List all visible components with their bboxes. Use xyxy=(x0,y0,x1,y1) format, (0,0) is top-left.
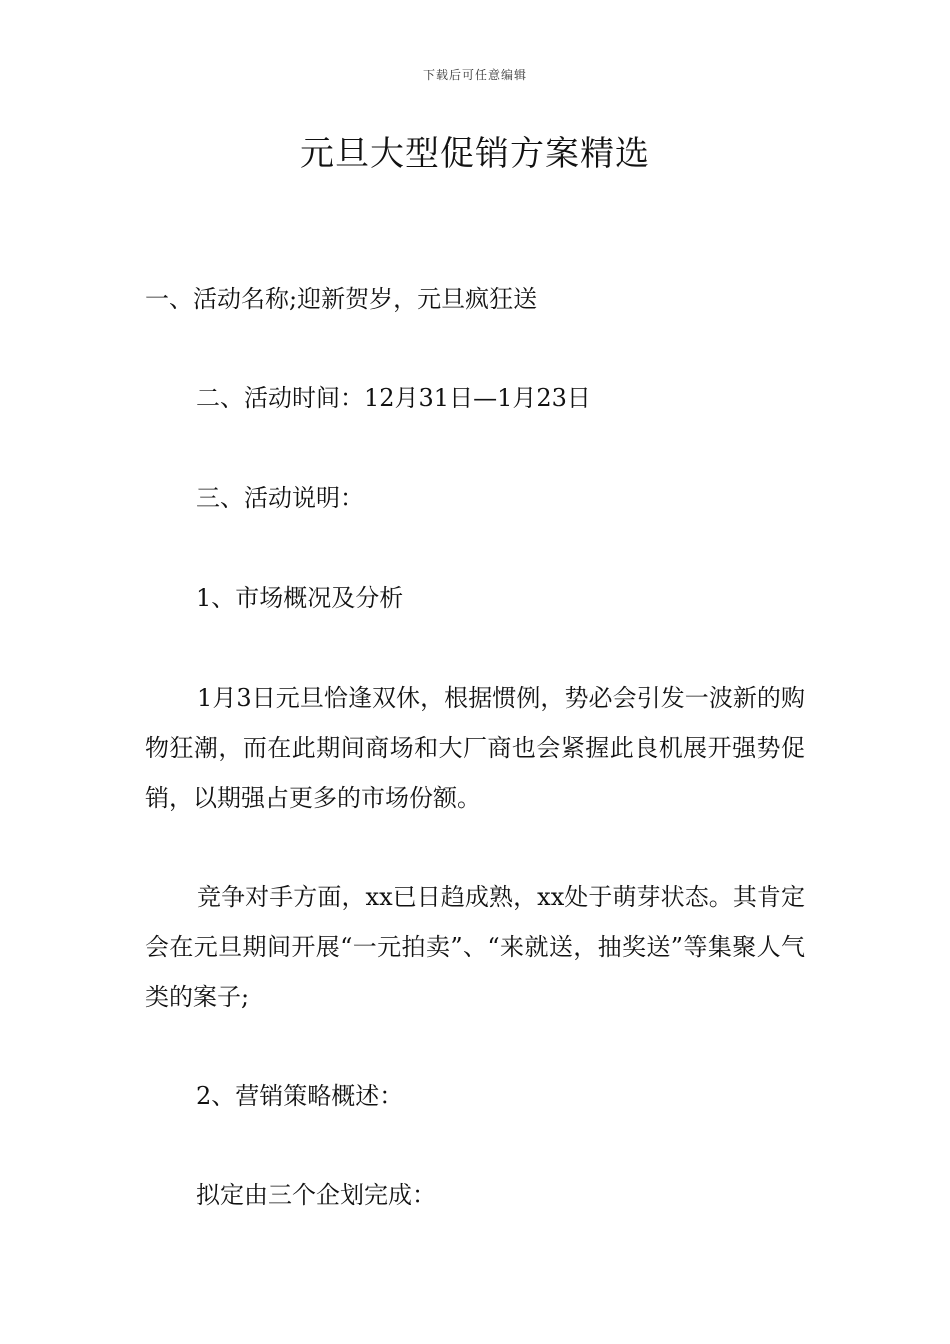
document-title: 元旦大型促销方案精选 xyxy=(300,134,650,174)
paragraph-market-analysis: 1月3日元旦恰逢双休，根据惯例，势必会引发一波新的购物狂潮，而在此期间商场和大厂商也会紧握此良机展开强势促销，以期强占更多的市场份额。 xyxy=(145,684,805,812)
item-market-overview-heading: 1、市场概况及分析 xyxy=(196,584,404,612)
paragraph-three-plans: 拟定由三个企划完成： xyxy=(196,1181,436,1209)
section-activity-name: 一、活动名称;迎新贺岁，元旦疯狂送 xyxy=(145,285,538,313)
paragraph-competitors: 竞争对手方面，xx已日趋成熟，xx处于萌芽状态。其肯定会在元旦期间开展“一元拍卖”、“来就送，抽奖送”等集聚人气类的案子; xyxy=(145,883,805,1011)
item-marketing-strategy-heading: 2、营销策略概述： xyxy=(196,1082,404,1110)
header-note: 下载后可任意编辑 xyxy=(422,68,527,82)
section-activity-time: 二、活动时间：12月31日—1月23日 xyxy=(196,384,591,412)
section-activity-description: 三、活动说明： xyxy=(196,484,364,512)
